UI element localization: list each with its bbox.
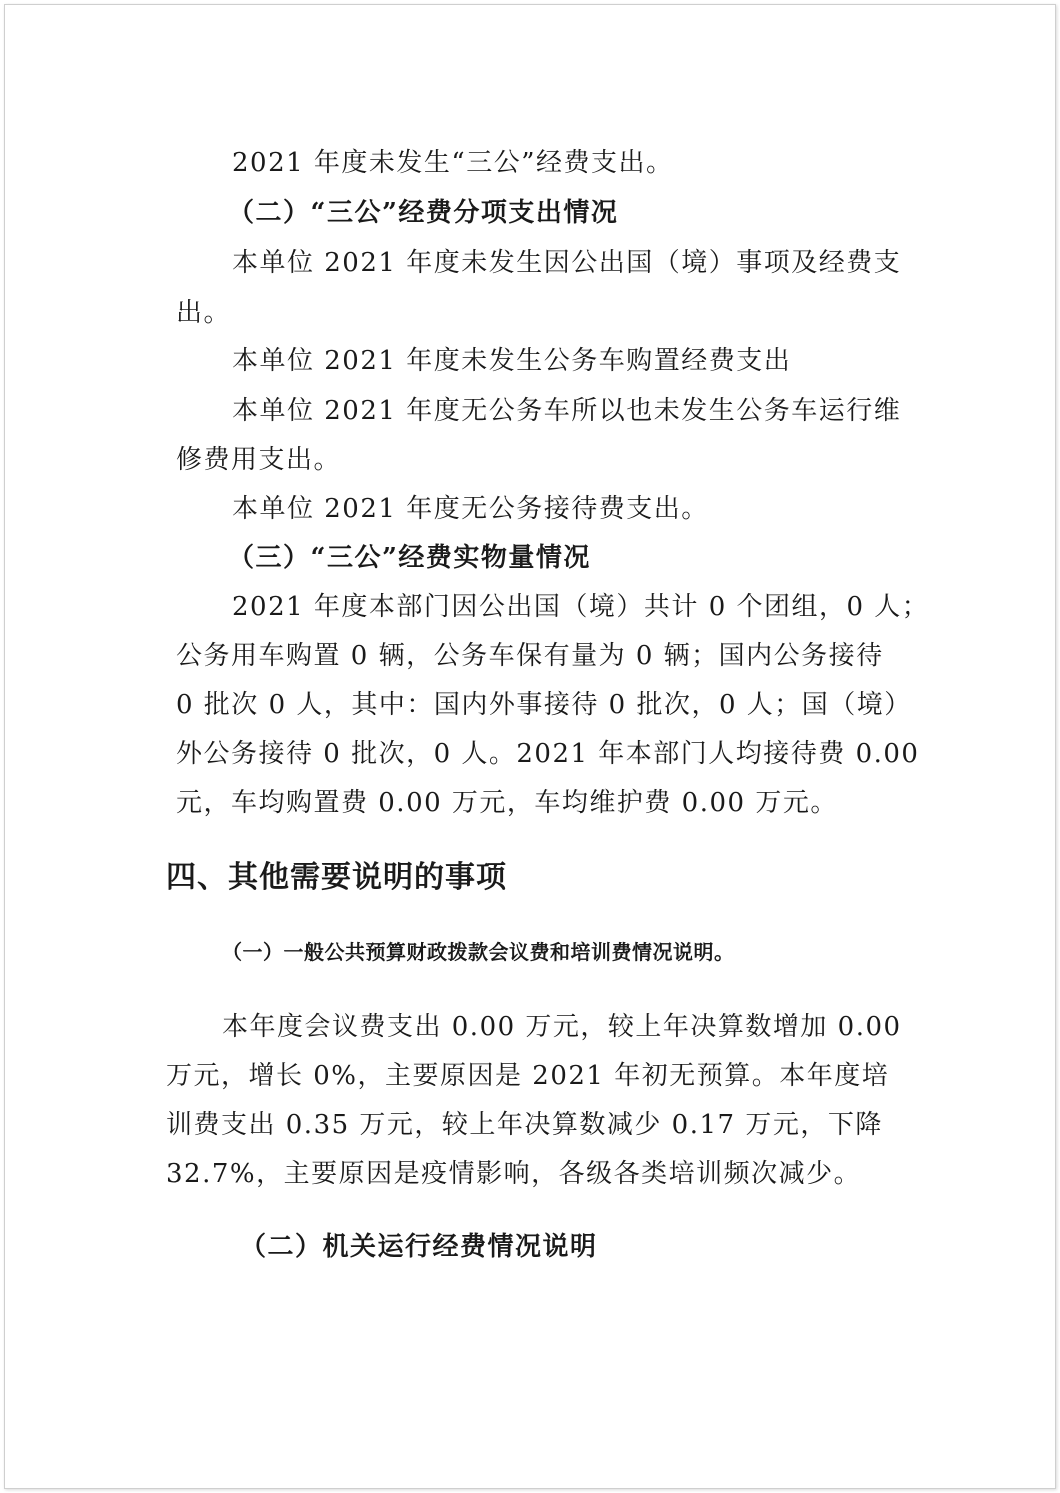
paragraph-line: 训费支出 0.35 万元，较上年决算数减少 0.17 万元，下降 [166,1110,883,1140]
paragraph-line: 32.7%，主要原因是疫情影响，各级各类培训频次减少。 [166,1159,862,1189]
paragraph-line: 2021 年度未发生“三公”经费支出。 [232,148,674,178]
section-heading: （二）“三公”经费分项支出情况 [228,198,619,228]
paragraph-line: 本单位 2021 年度未发生公务车购置经费支出 [232,346,792,376]
chapter-heading: 四、其他需要说明的事项 [166,860,507,895]
paragraph-line: 本单位 2021 年度未发生因公出国（境）事项及经费支 [232,248,902,278]
paragraph-line: 出。 [176,298,232,328]
paragraph-line: 公务用车购置 0 辆，公务车保有量为 0 辆；国内公务接待 [176,641,884,671]
paragraph-line: 万元，增长 0%，主要原因是 2021 年初无预算。本年度培 [166,1061,890,1091]
paragraph-line: 修费用支出。 [176,445,342,475]
paragraph-line: 0 批次 0 人，其中：国内外事接待 0 批次，0 人；国（境） [176,690,912,720]
subsection-heading: （二）机关运行经费情况说明 [240,1232,598,1262]
paragraph-line: 外公务接待 0 批次，0 人。2021 年本部门人均接待费 0.00 [176,739,920,769]
section-heading: （三）“三公”经费实物量情况 [228,543,591,573]
paragraph-line: 元，车均购置费 0.00 万元，车均维护费 0.00 万元。 [176,788,838,818]
paragraph-line: 本单位 2021 年度无公务接待费支出。 [232,494,709,524]
subsection-heading: （一）一般公共预算财政拨款会议费和培训费情况说明。 [222,940,735,964]
paragraph-line: 2021 年度本部门因公出国（境）共计 0 个团组，0 人； [232,592,930,622]
paragraph-line: 本单位 2021 年度无公务车所以也未发生公务车运行维 [232,396,902,426]
paragraph-line: 本年度会议费支出 0.00 万元，较上年决算数增加 0.00 [222,1012,902,1042]
